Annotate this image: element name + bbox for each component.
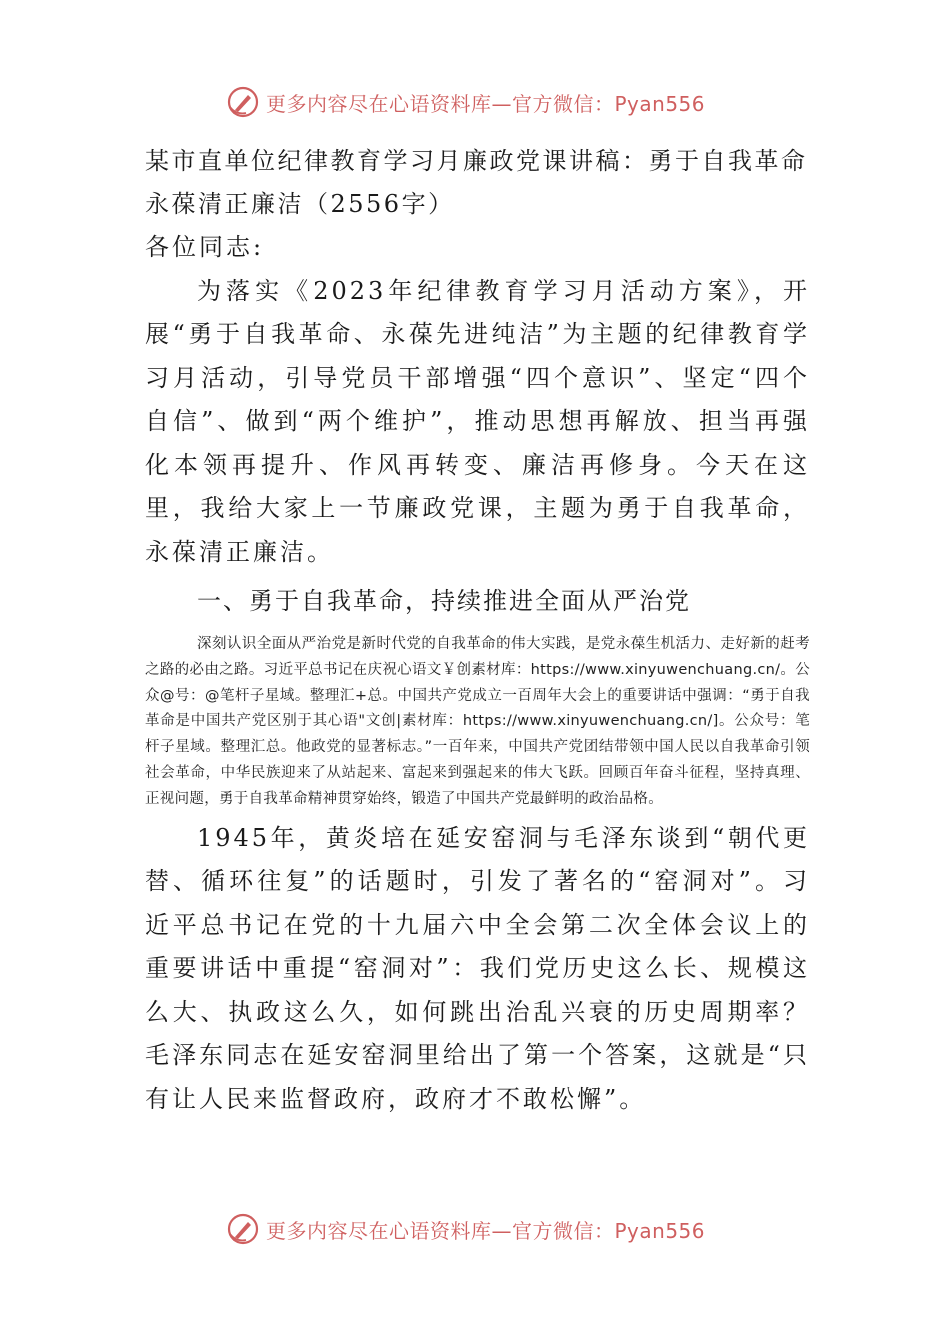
section-small-paragraph: 深刻认识全面从严治党是新时代党的自我革命的伟大实践，是党永葆生机活力、走好新的赶考之路的必由之路。习近平总书记在庆祝心语文￥创素材库：https://www.xinyuwenchuang.cn/。公众@号：@笔杆子星域。整理汇+总。中国共产党成立一百周年大会上的重要讲话中强调：“勇于自我革命是中国共产党区别于其心语"文创|素材库：https://www.xinyuwenchuang.cn/]。公众号：笔杆子星域。整理汇总。他政党的显著标志。”一百年来，中国共产党团结带领中国人民以自我革命引领社会革命，中华民族迎来了从站起来、富起来到强起来的伟大飞跃。回顾百年奋斗征程，坚持真理、正视问题，勇于自我革命精神贯穿始终，锻造了中国共产党最鲜明的政治品格。 — [145, 636, 810, 807]
document-title: 某市直单位纪律教育学习月廉政党课讲稿：勇于自我革命永葆清正廉洁（2556字） — [145, 147, 808, 218]
document-body — [145, 140, 810, 1121]
intro-paragraph: 为落实《2023年纪律教育学习月活动方案》，开展“勇于自我革命、永葆先进纯洁”为主题的纪律教育学习月活动，引导党员干部增强“四个意识”、坚定“四个自信”、做到“两个维护”，推动思想再解放、担当再强化本领再提升、作风再转变、廉洁再修身。今天在这里，我给大家上一节廉政党课，主题为勇于自我革命，永葆清正廉洁。 — [145, 276, 810, 566]
pen-logo-icon — [226, 85, 260, 119]
footer-banner — [226, 1207, 746, 1251]
pen-logo-icon — [226, 1212, 260, 1246]
greeting: 各位同志: — [145, 233, 265, 261]
section-heading: 一、勇于自我革命，持续推进全面从严治党 — [197, 587, 691, 615]
paragraph-1945: 1945年，黄炎培在延安窑洞与毛泽东谈到“朝代更替、循环往复”的话题时，引发了著名的“窑洞对”。习近平总书记在党的十九届六中全会第二次全体会议上的重要讲话中重提“窑洞对”：我们党历史这么长、规模这么大、执政这么久，如何跳出治乱兴衰的历史周期率？毛泽东同志在延安窑洞里给出了第一个答案，这就是“只有让人民来监督政府，政府才不敢松懈”。 — [145, 823, 810, 1113]
header-banner — [226, 80, 746, 124]
banner-text: 更多内容尽在心语资料库—官方微信：Pyan556 — [266, 91, 706, 116]
banner-text: 更多内容尽在心语资料库—官方微信：Pyan556 — [266, 1218, 706, 1243]
